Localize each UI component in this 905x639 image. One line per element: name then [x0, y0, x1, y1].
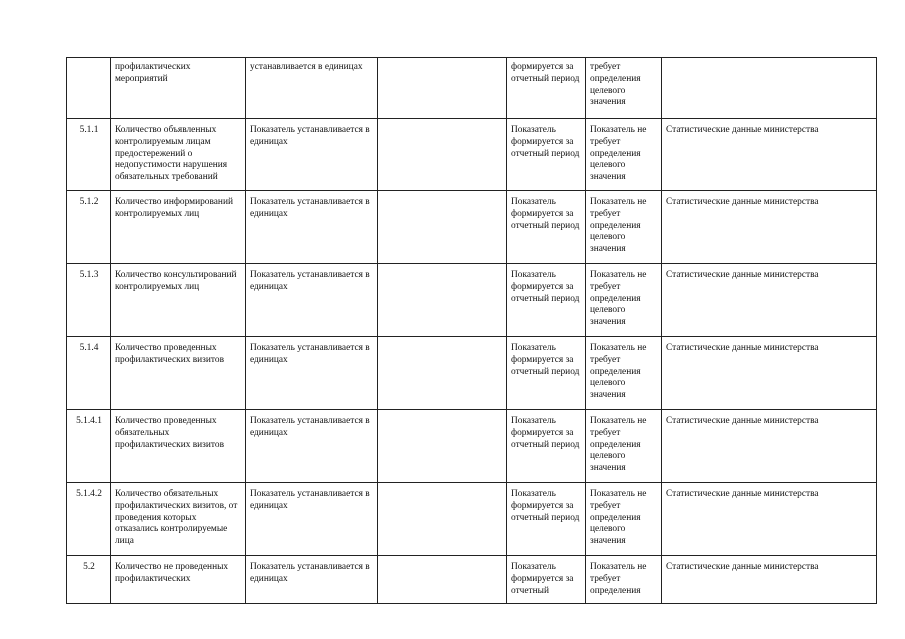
row-number: 5.1.2: [67, 191, 111, 264]
table-row: [67, 264, 877, 337]
indicator-requirement: Показатель не требует определения целевого значения: [586, 410, 662, 483]
indicator-unit: Показатель устанавливается в единицах: [246, 483, 378, 556]
indicator-source: Статистические данные министерства: [662, 191, 877, 264]
indicator-period: Показатель формируется за отчетный период: [507, 337, 586, 410]
indicator-name: Количество объявленных контролируемым лицам предостережений о недопустимости нарушения обязательных требований: [111, 119, 246, 191]
indicator-target: [378, 556, 507, 604]
indicator-unit: устанавливается в единицах: [246, 58, 378, 119]
indicator-unit: Показатель устанавливается в единицах: [246, 119, 378, 191]
indicator-name: профилактических мероприятий: [111, 58, 246, 119]
table-row: [67, 191, 877, 264]
indicator-period: Показатель формируется за отчетный: [507, 556, 586, 604]
table-row: [67, 337, 877, 410]
table-row: [67, 410, 877, 483]
indicator-source: Статистические данные министерства: [662, 483, 877, 556]
indicator-name: Количество проведенных профилактических визитов: [111, 337, 246, 410]
indicator-period: Показатель формируется за отчетный период: [507, 410, 586, 483]
indicator-source: Статистические данные министерства: [662, 264, 877, 337]
indicator-requirement: Показатель не требует определения целевого значения: [586, 483, 662, 556]
indicators-table: [66, 57, 877, 604]
indicator-name: Количество обязательных профилактических визитов, от проведения которых отказались контролируемые лица: [111, 483, 246, 556]
indicator-name: Количество информирований контролируемых лиц: [111, 191, 246, 264]
indicator-requirement: Показатель не требует определения: [586, 556, 662, 604]
indicator-source: Статистические данные министерства: [662, 556, 877, 604]
row-number: [67, 58, 111, 119]
indicator-requirement: Показатель не требует определения целевого значения: [586, 191, 662, 264]
indicator-target: [378, 337, 507, 410]
indicator-period: Показатель формируется за отчетный период: [507, 483, 586, 556]
indicator-requirement: Показатель не требует определения целевого значения: [586, 119, 662, 191]
row-number: 5.1.1: [67, 119, 111, 191]
table-row: [67, 483, 877, 556]
indicator-unit: Показатель устанавливается в единицах: [246, 337, 378, 410]
indicator-source: Статистические данные министерства: [662, 119, 877, 191]
indicator-source: Статистические данные министерства: [662, 410, 877, 483]
indicator-target: [378, 483, 507, 556]
indicator-name: Количество не проведенных профилактических: [111, 556, 246, 604]
indicator-source: Статистические данные министерства: [662, 337, 877, 410]
indicator-period: формируется за отчетный период: [507, 58, 586, 119]
indicator-unit: Показатель устанавливается в единицах: [246, 264, 378, 337]
row-number: 5.1.4.2: [67, 483, 111, 556]
indicator-target: [378, 58, 507, 119]
table-row: [67, 119, 877, 191]
row-number: 5.1.4: [67, 337, 111, 410]
table-row: [67, 58, 877, 119]
indicator-period: Показатель формируется за отчетный период: [507, 264, 586, 337]
table-row: [67, 556, 877, 604]
row-number: 5.1.4.1: [67, 410, 111, 483]
row-number: 5.2: [67, 556, 111, 604]
indicator-unit: Показатель устанавливается в единицах: [246, 191, 378, 264]
indicator-unit: Показатель устанавливается в единицах: [246, 556, 378, 604]
indicator-unit: Показатель устанавливается в единицах: [246, 410, 378, 483]
indicator-name: Количество проведенных обязательных профилактических визитов: [111, 410, 246, 483]
indicator-target: [378, 264, 507, 337]
indicator-period: Показатель формируется за отчетный период: [507, 119, 586, 191]
indicator-requirement: Показатель не требует определения целевого значения: [586, 264, 662, 337]
indicator-period: Показатель формируется за отчетный период: [507, 191, 586, 264]
indicator-requirement: Показатель не требует определения целевого значения: [586, 337, 662, 410]
row-number: 5.1.3: [67, 264, 111, 337]
indicator-target: [378, 119, 507, 191]
indicator-source: [662, 58, 877, 119]
indicator-name: Количество консультирований контролируемых лиц: [111, 264, 246, 337]
indicator-target: [378, 191, 507, 264]
indicator-target: [378, 410, 507, 483]
indicator-requirement: требует определения целевого значения: [586, 58, 662, 119]
